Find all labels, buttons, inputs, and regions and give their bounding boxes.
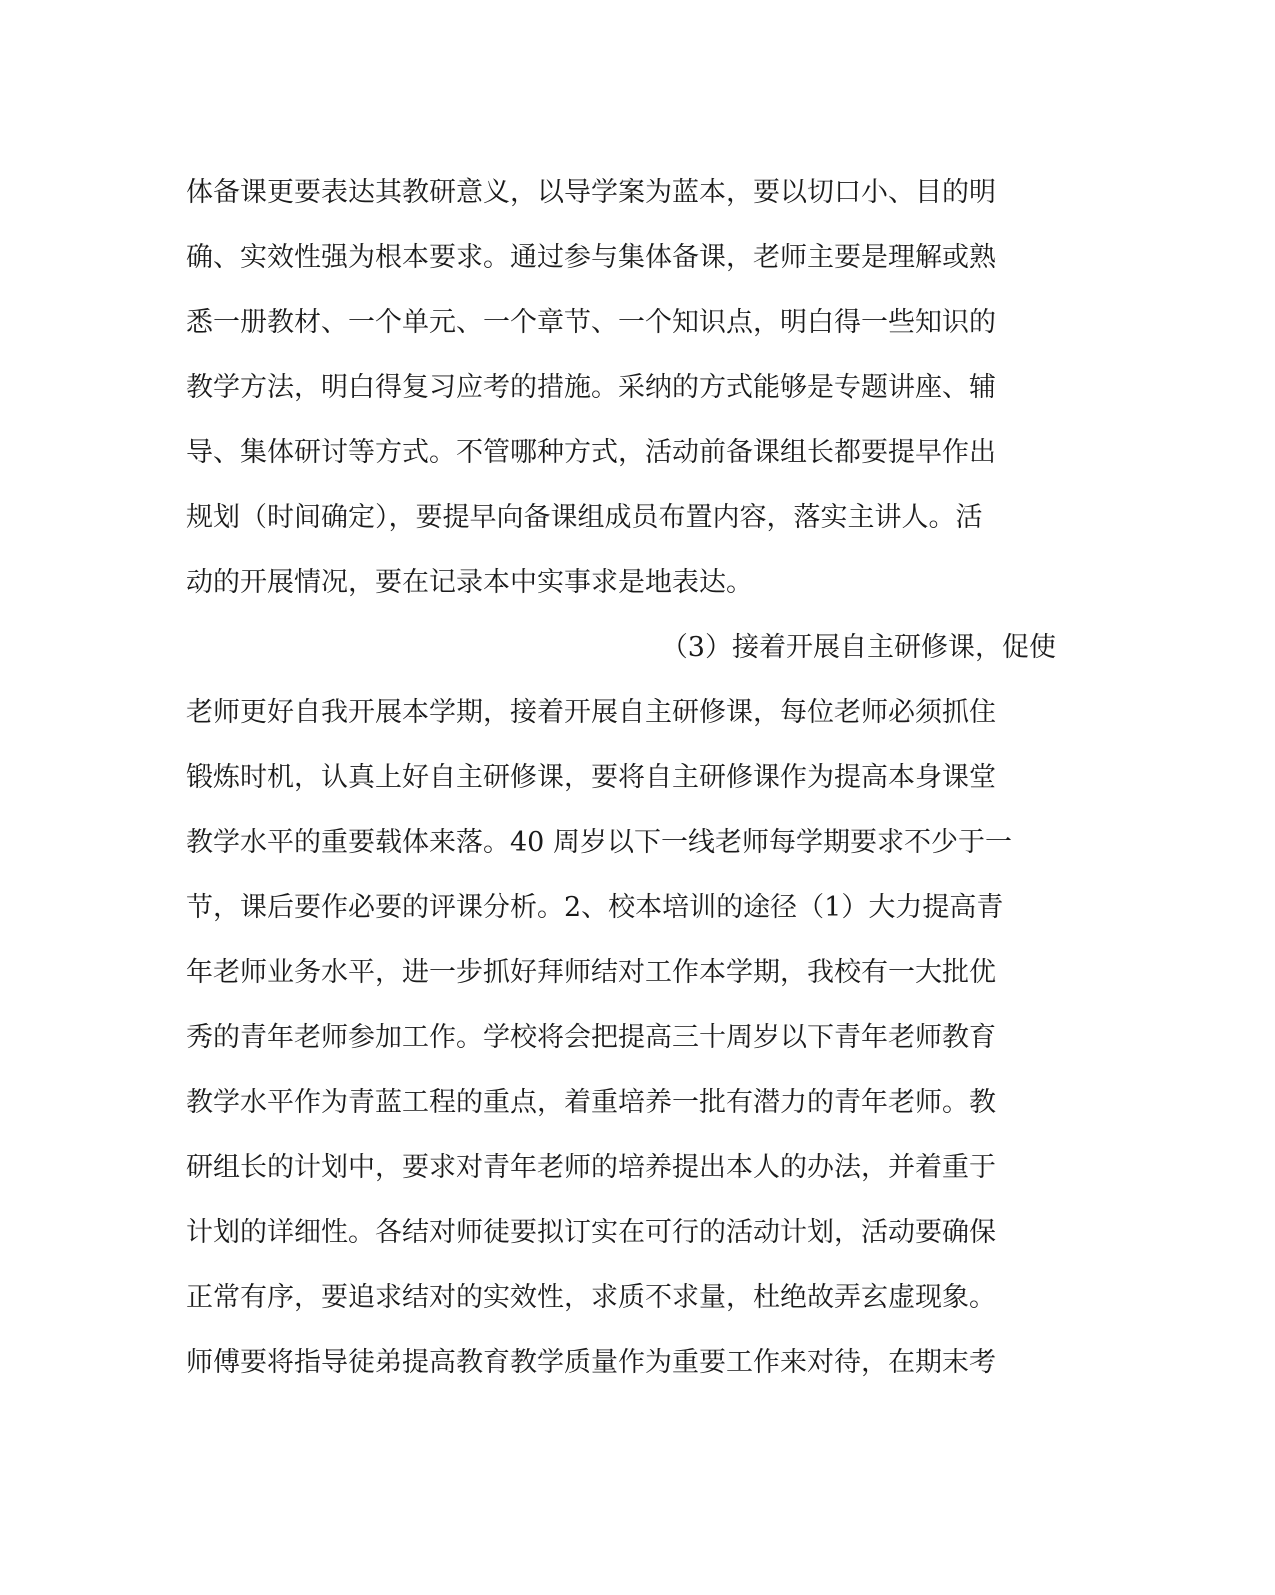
- text-line: 教学水平作为青蓝工程的重点，着重培养一批有潜力的青年老师。教: [186, 1087, 996, 1118]
- text-line: 秀的青年老师参加工作。学校将会把提高三十周岁以下青年老师教育: [186, 1022, 996, 1053]
- document-body: [186, 160, 1066, 1395]
- text-line: 导、集体研讨等方式。不管哪种方式，活动前备课组长都要提早作出: [186, 437, 996, 468]
- text-line: 研组长的计划中，要求对青年老师的培养提出本人的办法，并着重于: [186, 1152, 996, 1183]
- text-line: 师傅要将指导徒弟提高教育教学质量作为重要工作来对待，在期末考: [186, 1347, 996, 1378]
- text-line: 计划的详细性。各结对师徒要拟订实在可行的活动计划，活动要确保: [186, 1217, 996, 1248]
- text-line: 动的开展情况，要在记录本中实事求是地表达。: [186, 567, 753, 598]
- text-line: 规划（时间确定），要提早向备课组成员布置内容，落实主讲人。活: [186, 502, 983, 533]
- text-line: 年老师业务水平，进一步抓好拜师结对工作本学期，我校有一大批优: [186, 957, 996, 988]
- text-line: 确、实效性强为根本要求。通过参与集体备课，老师主要是理解或熟: [186, 242, 996, 273]
- text-line: 悉一册教材、一个单元、一个章节、一个知识点，明白得一些知识的: [186, 307, 996, 338]
- section-heading-line: （3）接着开展自主研修课，促使: [660, 632, 1056, 663]
- text-line: 教学方法，明白得复习应考的措施。采纳的方式能够是专题讲座、辅: [186, 372, 996, 403]
- text-line: 正常有序，要追求结对的实效性，求质不求量，杜绝故弄玄虚现象。: [186, 1282, 996, 1313]
- text-line: 节，课后要作必要的评课分析。2、校本培训的途径（1）大力提高青: [186, 892, 1004, 923]
- text-line: 老师更好自我开展本学期，接着开展自主研修课，每位老师必须抓住: [186, 697, 996, 728]
- text-line: 教学水平的重要载体来落。40 周岁以下一线老师每学期要求不少于一: [186, 827, 1012, 858]
- text-line: 锻炼时机，认真上好自主研修课，要将自主研修课作为提高本身课堂: [186, 762, 996, 793]
- text-line: 体备课更要表达其教研意义，以导学案为蓝本，要以切口小、目的明: [186, 177, 996, 208]
